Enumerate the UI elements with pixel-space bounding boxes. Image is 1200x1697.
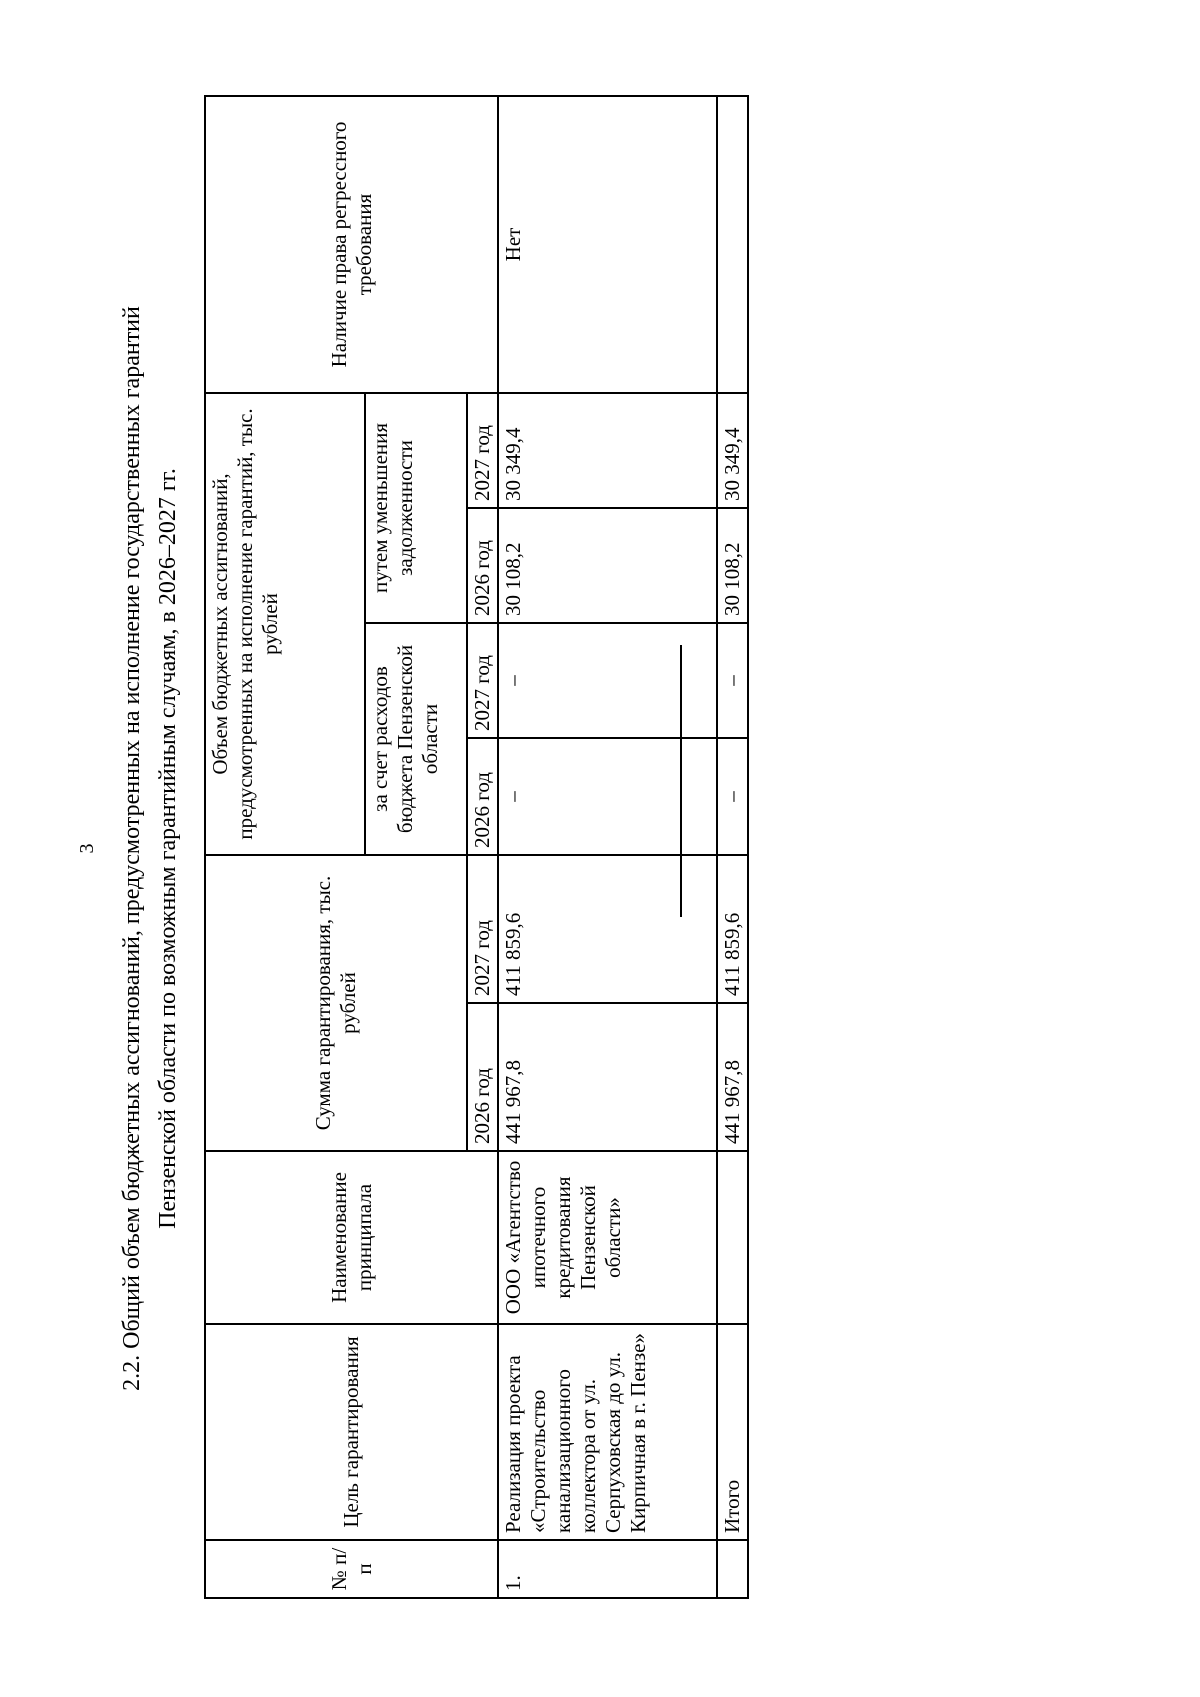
section-heading [114, 100, 186, 1597]
header-debt-2027: 2027 год [467, 393, 498, 508]
header-num: № п/п [205, 1540, 498, 1598]
header-row-1 [205, 96, 365, 1598]
table-row [498, 96, 717, 1598]
total-regress-empty [717, 96, 748, 393]
cell-budget-2026: – [498, 738, 717, 855]
cell-sum-2027: 411 859,6 [498, 855, 717, 1003]
cell-num: 1. [498, 1540, 717, 1598]
header-guarantee-sum: Сумма гарантирования, тыс. рублей [205, 855, 467, 1151]
cell-regress: Нет [498, 96, 717, 393]
total-num-empty [717, 1540, 748, 1598]
end-rule [680, 645, 682, 917]
total-principal-empty [717, 1151, 748, 1324]
cell-budget-2027: – [498, 623, 717, 738]
header-by-budget: за счет расходов бюджета Пензенской области [365, 623, 467, 855]
header-sum-2026: 2026 год [467, 1003, 498, 1151]
header-debt-2026: 2026 год [467, 508, 498, 623]
total-budget-2027: – [717, 623, 748, 738]
cell-purpose: Реализация проекта «Строительство канализационного коллектора от ул. Серпуховская до ул. Кирпичная в г. Пензе» [498, 1324, 717, 1540]
header-budget-2027: 2027 год [467, 623, 498, 738]
cell-sum-2026: 441 967,8 [498, 1003, 717, 1151]
header-budget-2026: 2026 год [467, 738, 498, 855]
header-sum-2027: 2027 год [467, 855, 498, 1003]
page-number: 3 [76, 843, 98, 854]
header-purpose: Цель гарантирования [205, 1324, 498, 1540]
total-debt-2027: 30 349,4 [717, 393, 748, 508]
cell-principal: ООО «Агентство ипотечного кредитования Пензенской области» [498, 1151, 717, 1324]
total-sum-2027: 411 859,6 [717, 855, 748, 1003]
heading-line-2: Пензенской области по возможным гарантийным случаям, в 2026–2027 гг. [155, 468, 181, 1229]
header-by-debt: путем уменьшения задолженности [365, 393, 467, 623]
guarantees-table [204, 95, 749, 1599]
header-principal: Наименование принципала [205, 1151, 498, 1324]
cell-debt-2026: 30 108,2 [498, 508, 717, 623]
header-allocations: Объем бюджетных ассигнований, предусмотренных на исполнение гарантий, тыс. рублей [205, 393, 365, 855]
cell-debt-2027: 30 349,4 [498, 393, 717, 508]
total-sum-2026: 441 967,8 [717, 1003, 748, 1151]
total-debt-2026: 30 108,2 [717, 508, 748, 623]
heading-line-1: 2.2. Общий объем бюджетных ассигнований, предусмотренных на исполнение государственных гарантий [119, 306, 145, 1391]
header-regress: Наличие права регрессного требования [205, 96, 498, 393]
total-row [717, 96, 748, 1598]
total-budget-2026: – [717, 738, 748, 855]
total-label: Итого [717, 1324, 748, 1540]
